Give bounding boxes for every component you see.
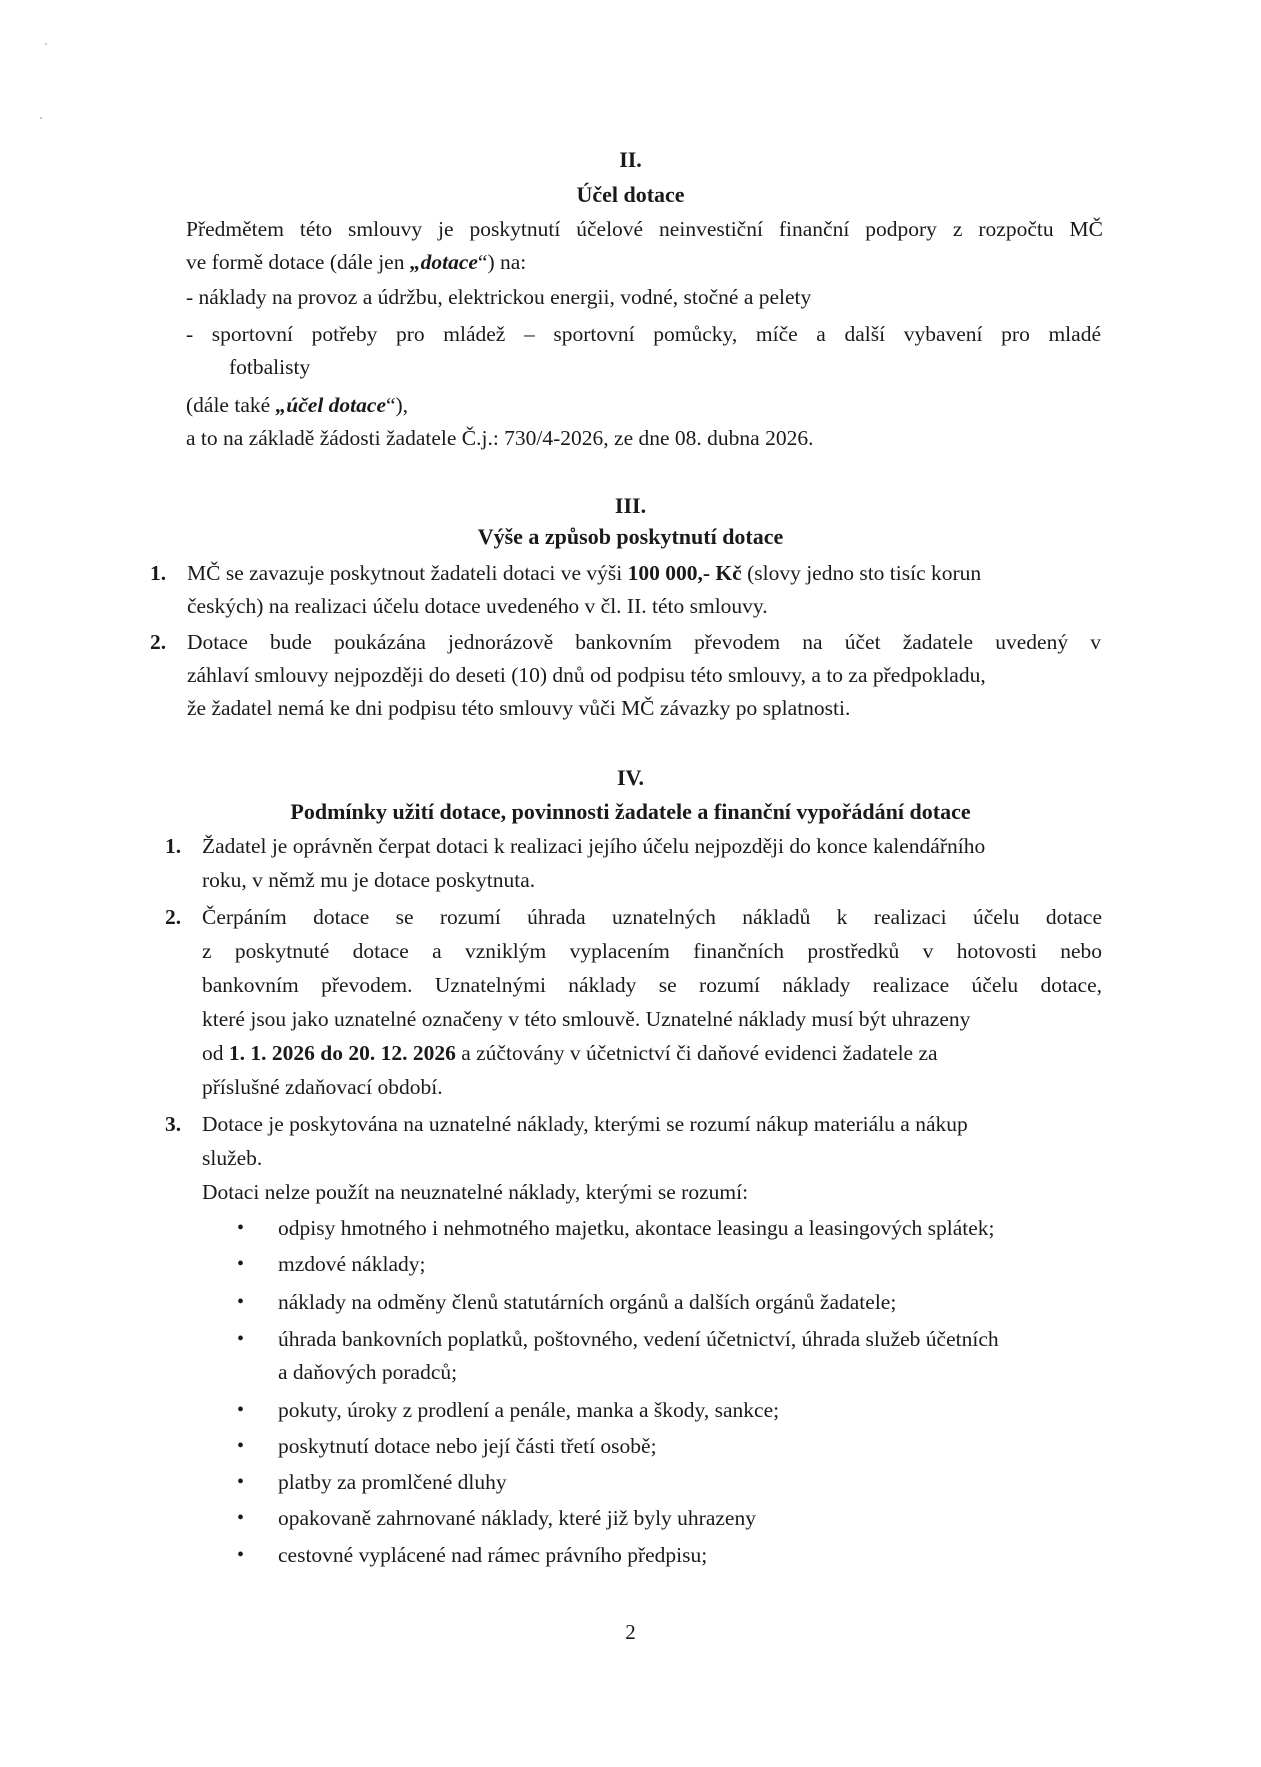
defined-term-dotace: „dotace xyxy=(409,250,478,274)
section-ii-basis: a to na základě žádosti žadatele Č.j.: 730/4-2026, ze dne 08. dubna 2026. xyxy=(186,426,814,450)
section-iv-p3-line3: Dotaci nelze použít na neuznatelné náklady, kterými se rozumí: xyxy=(202,1180,749,1204)
section-ii-item1: - náklady na provoz a údržbu, elektrickou energii, vodné, stočné a pelety xyxy=(186,285,812,309)
section-iii-title: Výše a způsob poskytnutí dotace xyxy=(477,524,784,549)
section-iv-p3-line2: služeb. xyxy=(202,1146,263,1170)
bullet-icon: • xyxy=(237,1399,245,1421)
bullet-icon: • xyxy=(237,1253,245,1275)
section-iv-p2-line2: z poskytnuté dotace a vzniklým vyplacením finančních prostředků v hotovosti nebo xyxy=(202,939,1102,963)
list-item: pokuty, úroky z prodlení a penále, manka a škody, sankce; xyxy=(278,1398,780,1422)
section-ii-intro-line2: ve formě dotace (dále jen „dotace“) na: xyxy=(186,250,527,274)
section-iv-p1-line2: roku, v němž mu je dotace poskytnuta. xyxy=(202,868,536,892)
section-iv-p1-line1: Žadatel je oprávněn čerpat dotaci k realizaci jejího účelu nejpozději do konce kalendářního xyxy=(202,834,986,858)
section-iii-p2-line2: záhlaví smlouvy nejpozději do deseti (10) dnů od podpisu této smlouvy, a to za předpokladu, xyxy=(187,663,986,687)
section-ii-title: Účel dotace xyxy=(576,182,685,207)
section-ii-also: (dále také „účel dotace“), xyxy=(186,393,409,417)
list-item: platby za promlčené dluhy xyxy=(278,1470,507,1494)
section-iii-p1-number: 1. xyxy=(150,561,167,585)
section-ii-number: II. xyxy=(619,147,642,172)
section-iv-p2-line1: Čerpáním dotace se rozumí úhrada uznatelných nákladů k realizaci účelu dotace xyxy=(202,905,1102,929)
list-item: náklady na odměny členů statutárních orgánů a dalších orgánů žadatele; xyxy=(278,1290,897,1314)
bullet-icon: • xyxy=(237,1328,245,1350)
section-iv-p2-line6: příslušné zdaňovací období. xyxy=(202,1075,443,1099)
section-iv-title: Podmínky užití dotace, povinnosti žadatele a finanční vypořádání dotace xyxy=(290,799,971,824)
section-iv-p2-line5: od 1. 1. 2026 do 20. 12. 2026 a zúčtovány v účetnictví či daňové evidenci žadatele za xyxy=(202,1041,938,1065)
section-iv-p2-number: 2. xyxy=(165,905,182,929)
section-iii-p1-line2: českých) na realizaci účelu dotace uvedeného v čl. II. této smlouvy. xyxy=(187,594,768,618)
list-item: poskytnutí dotace nebo její části třetí osobě; xyxy=(278,1434,657,1458)
defined-term-ucel-dotace: „účel dotace xyxy=(275,393,386,417)
eligible-period-start: 1. 1. 2026 xyxy=(228,1041,315,1065)
list-item: úhrada bankovních poplatků, poštovného, vedení účetnictví, úhrada služeb účetních xyxy=(278,1327,999,1351)
section-iii-p2-number: 2. xyxy=(150,630,167,654)
section-iv-number: IV. xyxy=(616,765,645,790)
section-iii-number: III. xyxy=(614,493,647,518)
page-number: 2 xyxy=(625,1620,636,1644)
scan-speck xyxy=(45,43,47,45)
bullet-icon: • xyxy=(237,1291,245,1313)
section-iii-p2-line1: Dotace bude poukázána jednorázově bankovním převodem na účet žadatele uvedený v xyxy=(187,630,1101,654)
section-iii-p2-line3: že žadatel nemá ke dni podpisu této smlouvy vůči MČ závazky po splatnosti. xyxy=(187,696,851,720)
section-iv-p2-line3: bankovním převodem. Uznatelnými náklady se rozumí náklady realizace účelu dotace, xyxy=(202,973,1102,997)
bullet-icon: • xyxy=(237,1507,245,1529)
list-item: odpisy hmotného i nehmotného majetku, akontace leasingu a leasingových splátek; xyxy=(278,1216,995,1240)
bullet-icon: • xyxy=(237,1435,245,1457)
list-item-continuation: a daňových poradců; xyxy=(278,1360,458,1384)
section-iv-p1-number: 1. xyxy=(165,834,182,858)
scan-speck xyxy=(40,117,42,119)
list-item: cestovné vyplácené nad rámec právního předpisu; xyxy=(278,1543,708,1567)
bullet-icon: • xyxy=(237,1217,245,1239)
subsidy-amount: 100 000,- Kč xyxy=(627,561,742,585)
eligible-period-end: 20. 12. 2026 xyxy=(348,1041,456,1065)
list-item: mzdové náklady; xyxy=(278,1252,426,1276)
section-ii-item2-line2: fotbalisty xyxy=(229,355,311,379)
section-iv-p3-line1: Dotace je poskytována na uznatelné náklady, kterými se rozumí nákup materiálu a nákup xyxy=(202,1112,968,1136)
section-iv-p3-number: 3. xyxy=(165,1112,182,1136)
section-iii-p1-line1: MČ se zavazuje poskytnout žadateli dotaci ve výši 100 000,- Kč (slovy jedno sto tisíc korun xyxy=(187,561,982,585)
section-ii-intro-line1: Předmětem této smlouvy je poskytnutí účelové neinvestiční finanční podpory z rozpočtu MČ xyxy=(186,217,1103,241)
section-iv-p2-line4: které jsou jako uznatelné označeny v této smlouvě. Uznatelné náklady musí být uhrazeny xyxy=(202,1007,971,1031)
section-ii-item2-line1: - sportovní potřeby pro mládež – sportovní pomůcky, míče a další vybavení pro mladé xyxy=(186,322,1101,346)
bullet-icon: • xyxy=(237,1471,245,1493)
list-item: opakovaně zahrnované náklady, které již byly uhrazeny xyxy=(278,1506,756,1530)
bullet-icon: • xyxy=(237,1544,245,1566)
